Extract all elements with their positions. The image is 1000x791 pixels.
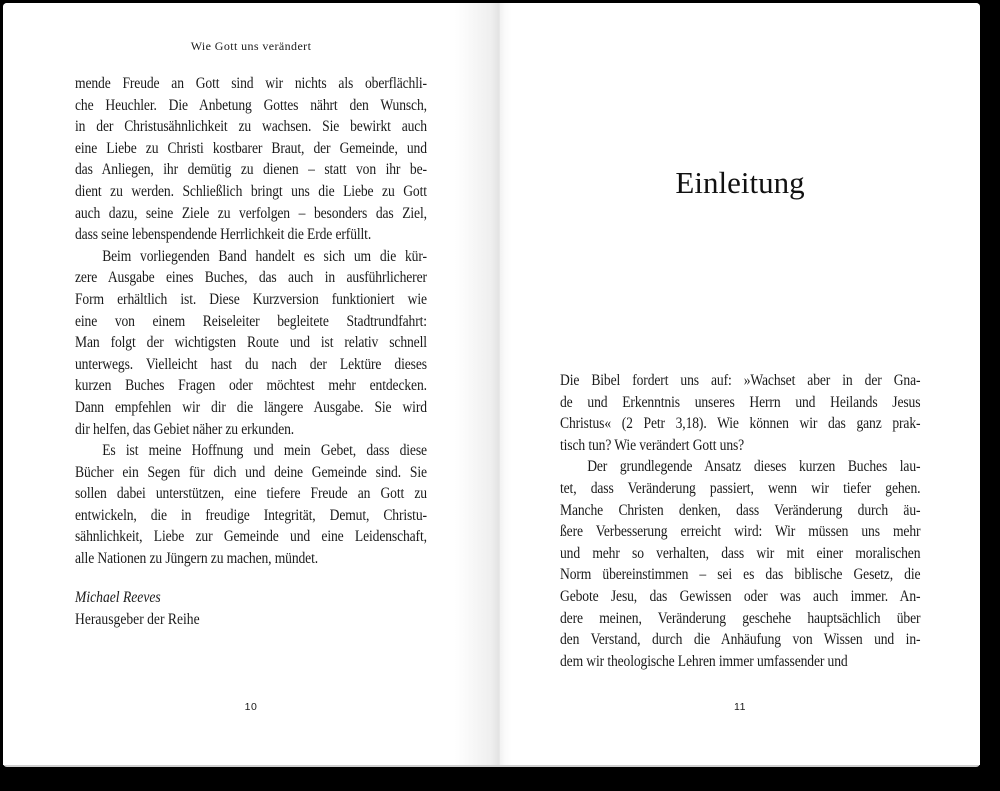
text-line: auch dazu, seine Ziele zu verfolgen – besonders das Ziel, [75,204,427,222]
text-line: kurzen Buches Fragen oder möchtest mehr entdecken. [75,377,427,395]
right-page-body [560,370,920,672]
text-line: eine von einem Reiseleiter begleitete Stadtrundfahrt: [75,312,427,330]
author-signature [75,587,427,630]
text-line: sähnlichkeit, Liebe zur Gemeinde und eine Leidenschaft, [75,528,427,546]
text-line: Beim vorliegenden Band handelt es sich um die kür- [102,247,427,265]
book-spread [3,3,980,767]
text-line: dass seine lebenspendende Herrlichkeit die Erde erfüllt. [75,226,372,244]
text-line: dem wir theologische Lehren immer umfassender und [560,652,848,670]
text-line: unterwegs. Vielleicht hast du nach der Lektüre dieses [75,355,427,373]
text-line: de und Erkenntnis unseres Herrn und Heilands Jesus [560,393,921,411]
text-line: Dann empfehlen wir dir die längere Ausgabe. Sie wird [75,398,427,416]
text-line: sollen dabei unterstützen, eine tiefere Freude an Gott zu [75,485,427,503]
left-page [3,3,500,765]
running-header: Wie Gott uns verändert [190,39,312,53]
text-line: tisch tun? Wie verändert Gott uns? [560,436,745,454]
text-line: dir helfen, das Gebiet näher zu erkunden. [75,420,295,438]
text-line: Norm übereinstimmen – sei es das biblische Gesetz, die [560,566,921,584]
text-line: eine Liebe zu Christi kostbarer Braut, der Gemeinde, und [75,139,427,157]
text-line: Form erhältlich ist. Diese Kurzversion funktioniert wie [75,290,427,308]
text-line: Es ist meine Hoffnung und mein Gebet, dass diese [102,442,427,460]
text-line: und mehr so verhalten, dass wir mit einer moralischen [560,544,921,562]
text-line: mende Freude an Gott sind wir nichts als oberflächli- [75,75,427,92]
text-line: dere meinen, Veränderung geschehe hauptsächlich über [560,609,921,627]
text-line: in der Christusähnlichkeit zu wachsen. Sie bewirkt auch [75,118,427,136]
text-line: Bücher ein Segen für dich und deine Gemeinde sind. Sie [75,463,427,481]
text-line: Gebote Jesu, das Gewissen oder was auch immer. An- [560,587,921,605]
text-line: Manche Christen denken, dass Veränderung durch äu- [560,501,921,519]
text-line: Die Bibel fordert uns auf: »Wachset aber in der Gna- [560,372,921,389]
page-number-right: 11 [734,701,746,713]
text-line: entwickeln, die in freudige Integrität, Demut, Christu- [75,506,427,524]
text-line: das Anliegen, ihr demütig zu dienen – statt von ihr be- [75,161,427,179]
text-line: den Verstand, durch die Anhäufung von Wissen und in- [560,631,921,649]
text-line: zere Ausgabe eines Buches, das auch in ausführlicherer [75,269,427,287]
text-line: ßere Verbesserung erreicht wird: Wir müssen uns mehr [560,523,921,541]
text-line: dient zu werden. Schließlich bringt uns die Liebe zu Gott [75,182,427,200]
text-line: che Heuchler. Die Anbetung Gottes nährt den Wunsch, [75,96,427,114]
left-page-body [75,73,427,570]
signature-name: Michael Reeves [75,589,161,606]
text-line: tet, dass Veränderung passiert, wenn wir tiefer gehen. [560,479,921,497]
chapter-title: Einleitung [675,165,805,200]
signature-role: Herausgeber der Reihe [75,610,200,628]
text-line: Man folgt der wichtigsten Route und ist relativ schnell [75,334,427,352]
text-line: Der grundlegende Ansatz dieses kurzen Buches lau- [587,458,921,476]
right-page [500,3,980,765]
text-line: Christus« (2 Petr 3,18). Wie können wir das ganz prak- [560,415,921,433]
page-number-left: 10 [244,701,258,713]
text-line: alle Nationen zu Jüngern zu machen, mündet. [75,550,319,568]
